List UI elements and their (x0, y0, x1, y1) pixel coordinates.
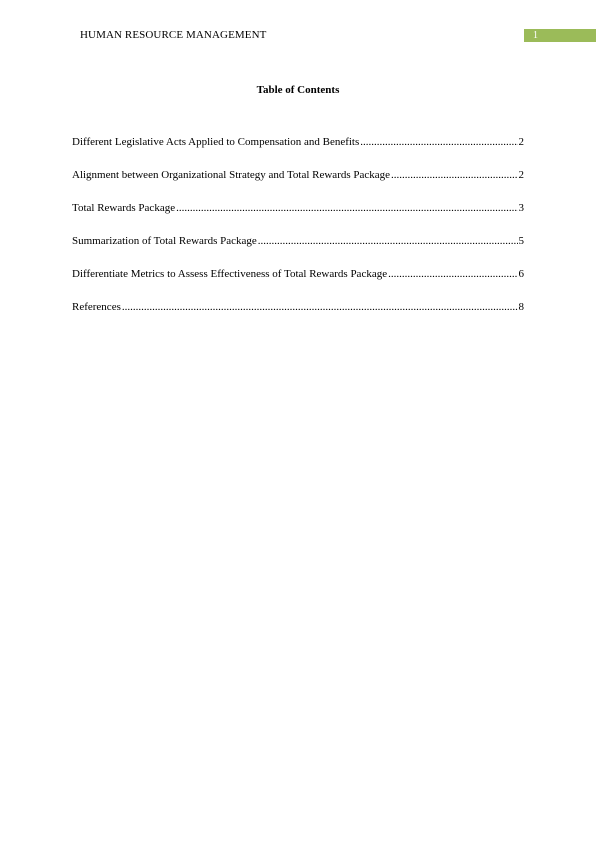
toc-entry-title: Differentiate Metrics to Assess Effectiveness of Total Rewards Package (72, 268, 388, 280)
toc-entry[interactable] (72, 169, 524, 202)
toc-entry[interactable] (72, 268, 524, 301)
toc-entry-page: 2 (518, 169, 524, 181)
dot-leader (388, 268, 517, 281)
dot-leader (176, 202, 517, 215)
dot-leader (360, 136, 517, 149)
toc-entry[interactable] (72, 301, 524, 334)
dot-leader (122, 301, 518, 314)
dot-leader (391, 169, 517, 182)
toc-entry-title: Summarization of Total Rewards Package (72, 235, 257, 247)
page-number-badge (524, 29, 596, 42)
toc-entry-title: References (72, 301, 121, 313)
toc-entry[interactable] (72, 235, 524, 268)
toc-entry[interactable] (72, 136, 524, 169)
toc-heading: Table of Contents (256, 84, 340, 96)
toc-entry-page: 5 (518, 235, 524, 247)
dot-leader (258, 235, 518, 248)
table-of-contents (72, 136, 524, 334)
toc-entry[interactable] (72, 202, 524, 235)
toc-entry-title: Different Legislative Acts Applied to Compensation and Benefits (72, 136, 360, 148)
toc-entry-page: 2 (518, 136, 524, 148)
toc-entry-page: 8 (518, 301, 524, 313)
page-number: 1 (533, 30, 538, 41)
running-header: HUMAN RESOURCE MANAGEMENT (80, 29, 267, 41)
toc-entry-page: 3 (518, 202, 524, 214)
toc-entry-title: Total Rewards Package (72, 202, 176, 214)
toc-entry-title: Alignment between Organizational Strategy and Total Rewards Package (72, 169, 391, 181)
toc-entry-page: 6 (518, 268, 524, 280)
